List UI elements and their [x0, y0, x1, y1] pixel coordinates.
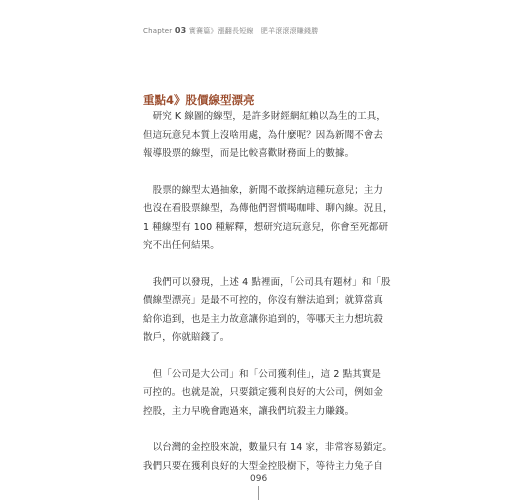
text-line: 但「公司是大公司」和「公司獲利佳」，這 2 點其實是: [143, 368, 382, 380]
text-line: 也沒在看股票線型，為傳他們習慣喝咖啡、聊內線。況且，: [143, 203, 393, 214]
text-line: 價線型漂亮」是最不可控的，你沒有辦法追到；就算當真: [143, 295, 384, 306]
text-line: 1 種線型有 100 種解釋，想研究這玩意兒，你會至死都研: [143, 221, 389, 233]
paragraph: [143, 274, 391, 348]
paragraph: [143, 182, 393, 256]
text-line: 究不出任何結果。: [143, 240, 220, 251]
text-line: 股票的線型太過抽象，新聞不敢探納這種玩意兒；主力: [143, 184, 384, 196]
page-number-rule: [258, 486, 259, 500]
section-heading: 重點4》股價線型漂亮: [143, 93, 255, 107]
text-line: 給你追到，也是主力故意讓你追到的，等哪天主力想坑殺: [143, 313, 384, 325]
text-line: 研究 K 線圖的線型，是許多財經網紅賴以為生的工具，: [143, 111, 386, 122]
body-text: [143, 108, 393, 494]
text-line: 報導股票的線型，而是比較喜歡財務面上的數據。: [143, 148, 355, 159]
text-line: 可控的。也就是說，只要鎖定獲利良好的大公司，例如金: [143, 387, 384, 398]
running-header: [143, 26, 318, 36]
page-number: 096: [250, 474, 268, 484]
chapter-word: Chapter: [143, 27, 173, 35]
paragraph: [143, 108, 386, 164]
chapter-number: 03: [174, 26, 187, 35]
paragraph: [143, 366, 383, 422]
text-line: 控股，主力早晚會跑過來，讓我們坑殺主力賺錢。: [143, 405, 355, 417]
text-line: 我們只要在獲利良好的大型金控股樹下，等待主力兔子自: [143, 460, 384, 472]
text-line: 散戶，你就賠錢了。: [143, 332, 230, 343]
chapter-subtitle: 實賽篇》漲翻長短線 肥羊滾滾滾賺錢勝: [188, 27, 319, 35]
text-line: 但這玩意兒本質上沒啥用處，為什麼呢？因為新聞不會去: [143, 129, 384, 141]
text-line: 以台灣的金控股來說，數量只有 14 家，非常容易鎖定。: [143, 442, 392, 453]
paragraph: [143, 439, 392, 476]
text-line: 我們可以發現，上述 4 點裡面，「公司具有題材」和「股: [143, 276, 391, 288]
